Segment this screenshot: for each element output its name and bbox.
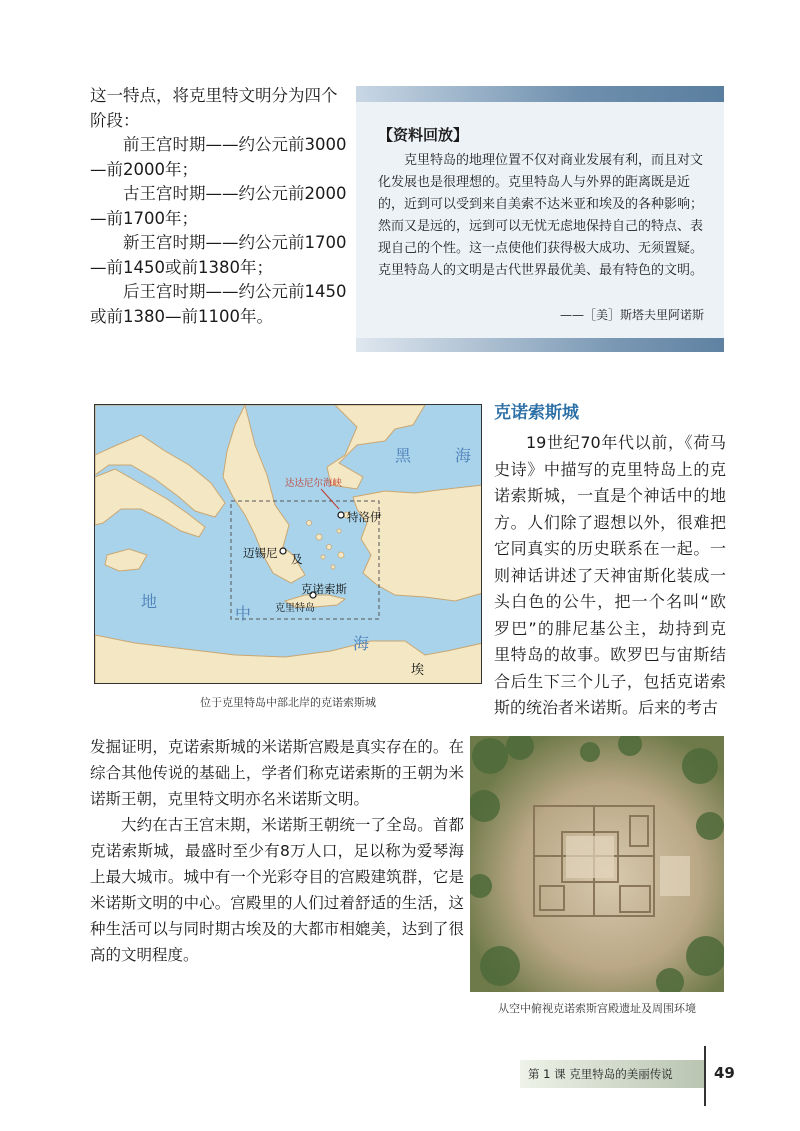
- mycenae-dot: [280, 548, 286, 554]
- label-crete: 克里特岛: [275, 603, 315, 614]
- source-quote-box: [356, 86, 724, 352]
- label-ji: 及: [291, 552, 303, 566]
- quote-attribution: ——［美］斯塔夫里阿诺斯: [559, 308, 704, 322]
- label-egypt: 埃: [411, 663, 425, 678]
- label-dardanelles: 达达尼尔海峡: [285, 478, 343, 489]
- quote-title: 【资料回放】: [378, 126, 469, 144]
- intro-line: 这一特点，将克里特文明分为四个阶段：: [90, 86, 338, 130]
- quote-bottom-bar: [356, 338, 724, 352]
- label-black-sea-1: 黑: [395, 446, 412, 465]
- troy-dot: [338, 512, 344, 518]
- intro-text: [90, 84, 348, 329]
- label-black-sea-2: 海: [455, 446, 472, 465]
- aerial-photo-graphic: [470, 736, 724, 992]
- section-body: 19世纪70年代以前，《荷马史诗》中描写的克里特岛上的克诺索斯城，一直是个神话中的地方。人们除了遐想以外，很难把它同真实的历史联系在一起。一则神话讲述了天神宙斯化装成一头白色的公牛，把一个名叫“欧罗巴”的腓尼基公主，劫持到克里特岛的故事。欧罗巴与宙斯结合后生下三个儿子，包括克诺索斯的统治者米诺斯。后来的考古: [494, 433, 726, 717]
- lower-paragraph-2: 大约在古王宫末期，米诺斯王朝统一了全岛。首都克诺索斯城，最盛时至少有8万人口，足以称为爱琴海上最大城市。城中有一个光彩夺目的宫殿建筑群，它是米诺斯文明的中心。宫殿里的人们过着舒适的生活，这种生活可以与同时期古埃及的大都市相媲美，达到了很高的文明程度。: [90, 816, 464, 964]
- stage-3: 新王宫时期——约公元前1700—前1450或前1380年；: [90, 233, 347, 277]
- quote-body: 克里特岛的地理位置不仅对商业发展有利，而且对文化发展也是很理想的。克里特岛人与外界的距离既是近的，近到可以受到来自美索不达米亚和埃及的各种影响；然而又是远的，远到可以无忧无虑地保持自己的特点、表现自己的个性。这一点使他们获得极大成功、无须置疑。克里特岛人的文明是古代世界最优美、最有特色的文明。: [378, 153, 704, 278]
- lower-paragraph-1: 发掘证明，克诺索斯城的米诺斯宫殿是真实存在的。在综合其他传说的基础上，学者们称克诺索斯的王朝为米诺斯王朝，克里特文明亦名米诺斯文明。: [90, 738, 464, 808]
- map-caption: 位于克里特岛中部北岸的克诺索斯城: [200, 696, 376, 709]
- map-aegean: [94, 404, 482, 684]
- label-knossos: 克诺索斯: [301, 582, 347, 596]
- footer-rule: [704, 1046, 706, 1106]
- page-number: 49: [714, 1064, 735, 1082]
- stage-1: 前王宫时期——约公元前3000—前2000年；: [90, 135, 347, 179]
- label-mycenae: 迈锡尼: [243, 546, 278, 560]
- label-troy: 特洛伊: [347, 510, 382, 524]
- section-heading: 克诺索斯城: [494, 403, 579, 423]
- footer-lesson-label: 第 1 课 克里特岛的美丽传说: [528, 1067, 673, 1081]
- label-med-2: 中: [235, 604, 252, 623]
- quote-top-bar: [356, 86, 724, 102]
- stage-2: 古王宫时期——约公元前2000—前1700年；: [90, 184, 347, 228]
- label-med-1: 地: [141, 592, 158, 611]
- stage-4: 后王宫时期——约公元前1450或前1380—前1100年。: [90, 282, 347, 326]
- lower-text: [90, 734, 464, 968]
- aerial-photo-knossos: [470, 736, 724, 992]
- map-graphic: [95, 405, 482, 684]
- photo-caption: 从空中俯视克诺索斯宫殿遗址及周围环境: [498, 1002, 696, 1015]
- label-med-3: 海: [353, 634, 370, 653]
